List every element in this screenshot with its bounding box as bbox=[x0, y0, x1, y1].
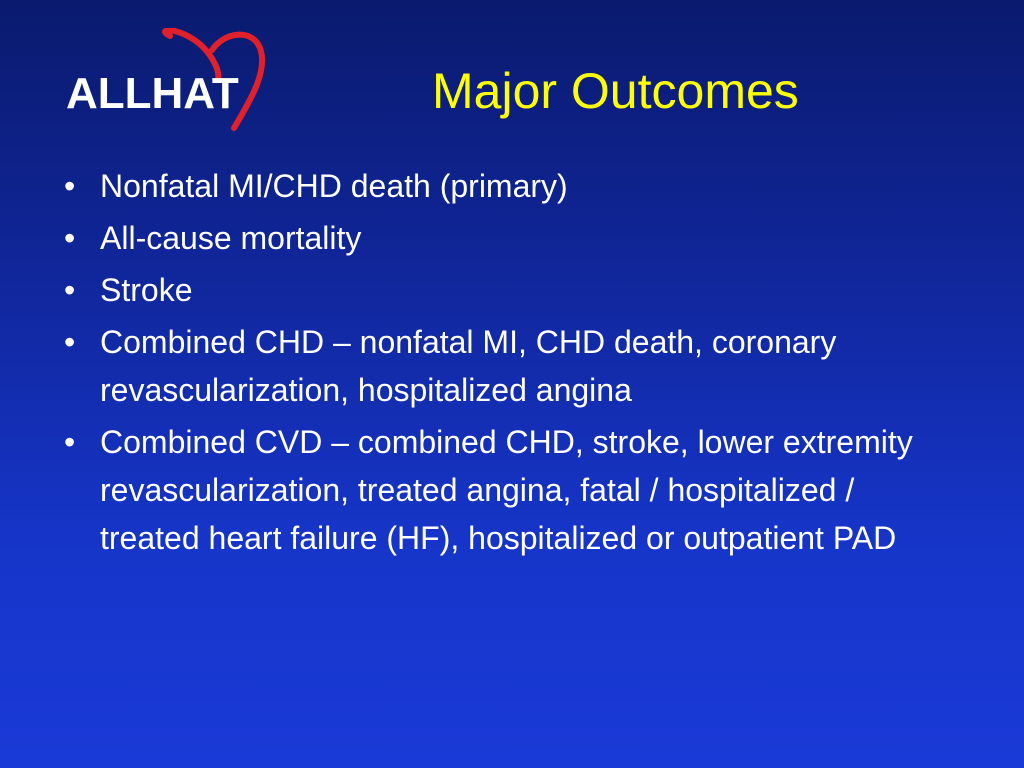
bullet-dot: • bbox=[64, 272, 76, 308]
slide-title: Major Outcomes bbox=[432, 63, 799, 119]
bullet-dot: • bbox=[64, 324, 76, 360]
bullet-item bbox=[62, 162, 962, 210]
bullet-dot: • bbox=[64, 424, 76, 460]
bullet-list bbox=[62, 162, 962, 566]
bullet-text: Combined CHD – nonfatal MI, CHD death, coronary revascularization, hospitalized angina bbox=[100, 324, 837, 408]
bullet-text: All-cause mortality bbox=[100, 220, 362, 256]
bullet-text: Stroke bbox=[100, 272, 193, 308]
bullet-item bbox=[62, 266, 962, 314]
bullet-item bbox=[62, 214, 962, 262]
allhat-logo bbox=[62, 28, 282, 138]
bullet-dot: • bbox=[64, 220, 76, 256]
bullet-text: Nonfatal MI/CHD death (primary) bbox=[100, 168, 568, 204]
bullet-dot: • bbox=[64, 168, 76, 204]
bullet-item bbox=[62, 318, 962, 414]
bullet-item bbox=[62, 418, 962, 562]
bullet-text: Combined CVD – combined CHD, stroke, lower extremity revascularization, treated angina, fatal / hospitalized / treated heart failure (HF), hospitalized or outpatient PAD bbox=[100, 424, 913, 556]
logo-text: ALLHAT bbox=[66, 69, 239, 118]
